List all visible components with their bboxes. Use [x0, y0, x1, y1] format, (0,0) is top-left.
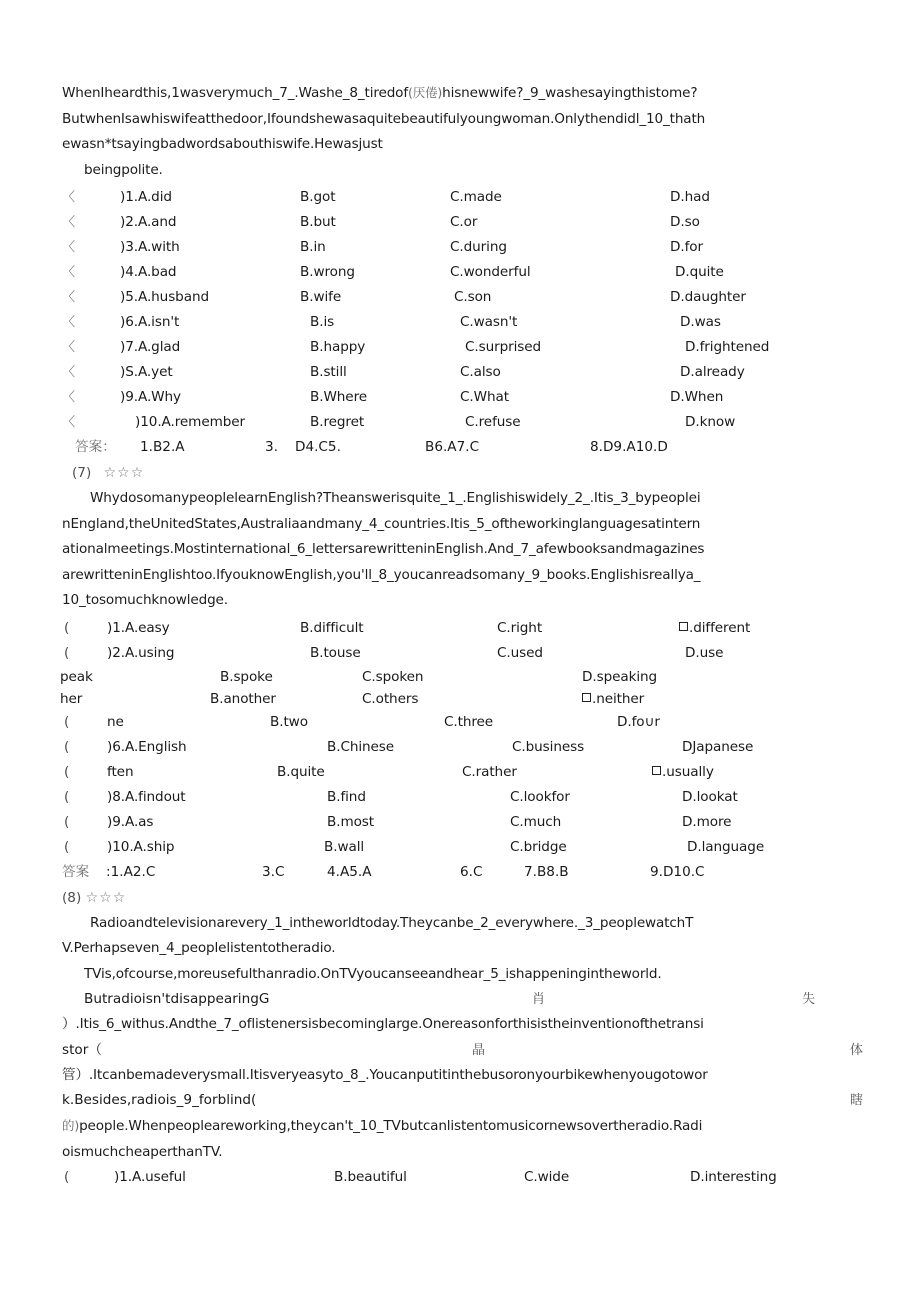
bracket-open: (	[64, 788, 70, 805]
answer-key-6	[62, 435, 862, 460]
question-row[interactable]	[62, 310, 862, 335]
passage-8-line-2: V.Perhapseven_4_peoplelistentotheradio.	[62, 940, 336, 956]
passage-7-line-5: 10_tosomuchknowledge.	[62, 592, 228, 608]
option-d[interactable]: D.use	[685, 644, 724, 661]
option-a[interactable]: )9.A.as	[107, 813, 154, 830]
passage-7-body	[62, 486, 862, 614]
section-number: (8)	[62, 889, 82, 906]
passage-8-line-3: TVis,ofcourse,moreusefulthanradio.OnTVyoucanseeandhear_5_ishappeningintheworld.	[84, 965, 662, 982]
option-b[interactable]: B.regret	[310, 414, 365, 430]
question-row[interactable]	[62, 810, 862, 835]
option-c[interactable]: C.business	[512, 738, 585, 755]
option-c[interactable]: C.rather	[462, 763, 517, 780]
option-a[interactable]: )6.A.English	[107, 738, 187, 755]
option-d[interactable]: D.for	[670, 239, 703, 255]
option-c[interactable]: C.refuse	[465, 414, 521, 430]
option-c[interactable]: C.wonderful	[450, 264, 531, 280]
option-b[interactable]: B.happy	[310, 339, 366, 355]
bracket-open: 〈	[62, 415, 75, 430]
question-row-clipped[interactable]	[62, 666, 862, 688]
difficulty-stars: ☆☆☆	[103, 465, 145, 481]
option-d[interactable]: D.interesting	[690, 1169, 777, 1185]
passage-8-line-6	[62, 1038, 862, 1063]
passage-8-line-4-text: Butradioisn'tdisappearingG	[84, 991, 270, 1007]
option-a[interactable]: )10.A.remember	[135, 414, 246, 430]
question-list-8	[62, 1165, 862, 1190]
section-header-8	[62, 885, 862, 911]
option-b[interactable]: B.in	[300, 239, 326, 255]
question-row[interactable]	[62, 235, 862, 260]
bracket-open: (	[64, 763, 70, 780]
question-row[interactable]	[62, 260, 862, 285]
option-a[interactable]: )6.A.isn't	[120, 314, 180, 330]
option-d[interactable]: D.know	[685, 414, 736, 430]
option-a[interactable]: )3.A.with	[120, 239, 180, 255]
option-b[interactable]: B.quite	[277, 763, 325, 780]
question-row[interactable]	[62, 1165, 862, 1190]
stray-cjk-glyph: 体	[850, 1042, 864, 1058]
passage-6-gloss: (厌倦)	[408, 85, 443, 100]
answer-segment: 7.B8.B	[524, 863, 569, 880]
option-b[interactable]: B.find	[327, 788, 366, 805]
option-a[interactable]: )2.A.using	[107, 644, 175, 661]
passage-6-text-b: hisnewwife?_9_washesayingthistome?	[442, 85, 698, 101]
option-b[interactable]: B.wife	[300, 289, 342, 305]
passage-8-line-1: Radioandtelevisionarevery_1_intheworldtoday.Theycanbe_2_everywhere._3_peoplewatchT	[90, 914, 694, 931]
passage-6-line-3: ewasn*tsayingbadwordsabouthiswife.Hewasjust	[62, 136, 383, 152]
bracket-open: 〈	[62, 365, 75, 380]
option-a[interactable]: )S.A.yet	[120, 364, 173, 380]
option-a[interactable]: ften	[107, 763, 134, 780]
option-a-clipped[interactable]: her	[60, 690, 83, 707]
stray-cjk-glyph: 失	[802, 992, 816, 1007]
passage-6-body	[62, 80, 862, 183]
bracket-open: (	[64, 738, 70, 755]
option-d[interactable]: D.daughter	[670, 289, 746, 305]
answer-segment: :1.A2.C	[106, 863, 156, 880]
option-d[interactable]: D.had	[670, 189, 710, 205]
option-c[interactable]: C.son	[454, 289, 492, 305]
answer-segment: D4.C5.	[295, 439, 341, 455]
bracket-open: (	[64, 813, 70, 830]
question-row[interactable]	[62, 641, 862, 666]
answer-segment: 3.C	[262, 863, 285, 880]
option-c[interactable]: C.others	[362, 690, 419, 707]
option-d[interactable]: D.already	[680, 364, 745, 380]
passage-8-line-8	[62, 1088, 862, 1113]
bracket-open: 〈	[62, 265, 75, 280]
option-c[interactable]: C.wasn't	[460, 314, 518, 330]
answer-label: 答案	[62, 863, 90, 880]
missing-glyph-box	[679, 622, 688, 631]
option-a[interactable]: )1.A.useful	[114, 1169, 186, 1185]
question-list-7	[62, 616, 862, 860]
section-number: (7)	[72, 465, 92, 481]
option-d[interactable]: D.language	[687, 838, 765, 855]
question-row[interactable]	[62, 385, 862, 410]
question-row[interactable]	[62, 335, 862, 360]
difficulty-stars: ☆☆☆	[85, 889, 127, 906]
option-b[interactable]: B.difficult	[300, 619, 364, 636]
stray-cjk-glyph: 瞎	[850, 1093, 864, 1108]
answer-segment: B6.A7.C	[425, 439, 480, 455]
question-row[interactable]	[62, 710, 862, 735]
passage-8-body	[62, 911, 862, 1166]
option-d[interactable]: D.fo∪r	[617, 713, 660, 730]
option-c[interactable]: C.spoken	[362, 668, 424, 685]
passage-8-line-5: ）.Itis_6_withus.Andthe_7_oflistenersisbecominglarge.Onereasonforthisistheinventionofthetransi	[62, 1016, 704, 1032]
bracket-open: (	[64, 619, 70, 636]
option-b[interactable]: B.Chinese	[327, 738, 395, 755]
option-c[interactable]: C.lookfor	[510, 788, 570, 805]
option-c[interactable]: C.surprised	[465, 339, 542, 355]
question-row[interactable]	[62, 285, 862, 310]
option-d[interactable]: D.speaking	[582, 668, 658, 685]
option-a-clipped[interactable]: peak	[60, 668, 93, 685]
question-row[interactable]	[62, 735, 862, 760]
option-a[interactable]: )10.A.ship	[107, 838, 175, 855]
option-d[interactable]: .usually	[652, 760, 714, 785]
option-d[interactable]: D.frightened	[685, 339, 770, 355]
option-b[interactable]: B.wall	[324, 838, 365, 855]
passage-7-line-1: WhydosomanypeoplelearnEnglish?Theanswerisquite_1_.Englishiswidely_2_.Itis_3_bypeoplei	[90, 490, 701, 506]
document-content	[62, 80, 862, 1190]
option-a[interactable]: ne	[107, 713, 124, 730]
passage-6-line-1	[62, 80, 862, 107]
option-a[interactable]: )9.A.Why	[120, 389, 181, 405]
stray-cjk-glyph: 晶	[472, 1042, 486, 1058]
question-row[interactable]	[62, 616, 862, 641]
option-b[interactable]: B.two	[270, 713, 308, 730]
option-d[interactable]: D.quite	[675, 264, 724, 280]
option-c[interactable]: C.during	[450, 239, 507, 255]
passage-8-line-6-text: stor（	[62, 1041, 102, 1058]
passage-8-line-10: oismuchcheaperthanTV.	[62, 1143, 223, 1160]
bracket-open: 〈	[62, 290, 75, 305]
question-row-clipped[interactable]	[62, 688, 862, 710]
option-a[interactable]: )2.A.and	[120, 214, 177, 230]
question-row[interactable]	[62, 360, 862, 385]
passage-7-line-3: ationalmeetings.Mostinternational_6_lettersarewritteninEnglish.And_7_afewbooksandmagazines	[62, 541, 705, 557]
passage-8-gloss: 的)	[62, 1118, 80, 1133]
answer-segment: 3.	[265, 439, 278, 455]
option-d[interactable]: D.lookat	[682, 788, 738, 805]
option-c[interactable]: C.made	[450, 189, 502, 205]
option-c[interactable]: C.right	[497, 619, 543, 636]
answer-segment: 9.D10.C	[650, 863, 705, 880]
option-d[interactable]: D.was	[680, 314, 721, 330]
option-a[interactable]: )1.A.did	[120, 189, 172, 205]
option-d[interactable]: D.When	[670, 389, 724, 405]
passage-7-line-2: nEngland,theUnitedStates,Australiaandmany_4_countries.Itis_5_oftheworkinglanguagesatintern	[62, 515, 701, 532]
option-d[interactable]: D.so	[670, 214, 700, 230]
question-row[interactable]	[62, 760, 862, 785]
answer-segment: 8.D9.A10.D	[590, 439, 668, 455]
option-a[interactable]: )8.A.findout	[107, 788, 186, 805]
option-b[interactable]: B.but	[300, 214, 336, 230]
stray-cjk-glyph: 肖	[532, 992, 546, 1007]
question-row[interactable]	[62, 410, 862, 435]
option-c[interactable]: C.much	[510, 813, 562, 830]
question-list-6	[62, 185, 862, 435]
option-b[interactable]: B.got	[300, 189, 336, 205]
bracket-open: 〈	[62, 240, 75, 255]
bracket-open: (	[64, 644, 70, 661]
option-c[interactable]: C.or	[450, 214, 478, 230]
bracket-open: 〈	[62, 390, 75, 405]
option-b[interactable]: B.is	[310, 314, 335, 330]
passage-8-line-8-text: k.Besides,radiois_9_forblind(	[62, 1092, 257, 1108]
passage-8-line-9: 的)people.Whenpeopleareworking,theycan't_10_TVbutcanlistentomusicornewsovertheradio.Radi	[62, 1118, 703, 1134]
missing-glyph-box	[582, 693, 591, 702]
question-row[interactable]	[62, 785, 862, 810]
option-a[interactable]: )5.A.husband	[120, 289, 209, 305]
option-b[interactable]: B.wrong	[300, 264, 355, 280]
option-d[interactable]: .neither	[582, 688, 644, 710]
bracket-open: 〈	[62, 340, 75, 355]
answer-key-7	[62, 860, 862, 885]
option-c[interactable]: C.used	[497, 644, 543, 661]
passage-7-line-4: arewritteninEnglishtoo.IfyouknowEnglish,you'll_8_youcanreadsomany_9_books.Englishisreallya_	[62, 566, 701, 583]
missing-glyph-box	[652, 766, 661, 775]
option-d[interactable]: .different	[679, 616, 750, 641]
option-a[interactable]: )1.A.easy	[107, 619, 170, 636]
question-row[interactable]	[62, 210, 862, 235]
answer-segment: 1.B2.A	[140, 439, 185, 455]
question-row[interactable]	[62, 185, 862, 210]
passage-6-text-a: WhenIheardthis,1wasverymuch_7_.Washe_8_tiredof	[62, 85, 408, 101]
bracket-open: (	[64, 1169, 70, 1185]
passage-8-line-4	[62, 987, 862, 1012]
option-d[interactable]: D.more	[682, 813, 732, 830]
passage-6-line-2: ButwhenIsawhiswifeatthedoor,Ifoundshewasaquitebeautifulyoungwoman.Onlythendidl_10_thath	[62, 110, 706, 127]
option-b[interactable]: B.beautiful	[334, 1169, 407, 1185]
option-a[interactable]: )7.A.glad	[120, 339, 181, 355]
answer-label: 答案：	[75, 439, 116, 455]
bracket-open: (	[64, 713, 70, 730]
bracket-open: 〈	[62, 215, 75, 230]
option-a[interactable]: )4.A.bad	[120, 264, 177, 280]
question-row[interactable]	[62, 835, 862, 860]
passage-6-line-4: beingpolite.	[84, 161, 163, 178]
section-header-7	[62, 460, 862, 486]
option-b[interactable]: B.spoke	[220, 668, 273, 685]
option-c[interactable]: C.wide	[524, 1169, 570, 1185]
option-b[interactable]: B.another	[210, 690, 276, 707]
option-b[interactable]: B.most	[327, 813, 375, 830]
option-c[interactable]: C.three	[444, 713, 494, 730]
option-c[interactable]: C.bridge	[510, 838, 567, 855]
option-c[interactable]: C.also	[460, 364, 501, 380]
option-d[interactable]: DJapanese	[682, 738, 754, 755]
option-b[interactable]: B.Where	[310, 389, 368, 405]
passage-8-line-7: 管）.Itcanbemadeverysmall.Itisveryeasyto_8_.Youcanputitinthebusoronyourbikewhenyougotowor	[62, 1066, 708, 1083]
option-c[interactable]: C.What	[460, 389, 509, 405]
bracket-open: 〈	[62, 315, 75, 330]
option-b[interactable]: B.still	[310, 364, 347, 380]
bracket-open: (	[64, 838, 70, 855]
answer-segment: 4.A5.A	[327, 863, 372, 880]
bracket-open: 〈	[62, 190, 75, 205]
answer-segment: 6.C	[460, 863, 483, 880]
option-b[interactable]: B.touse	[310, 644, 361, 661]
